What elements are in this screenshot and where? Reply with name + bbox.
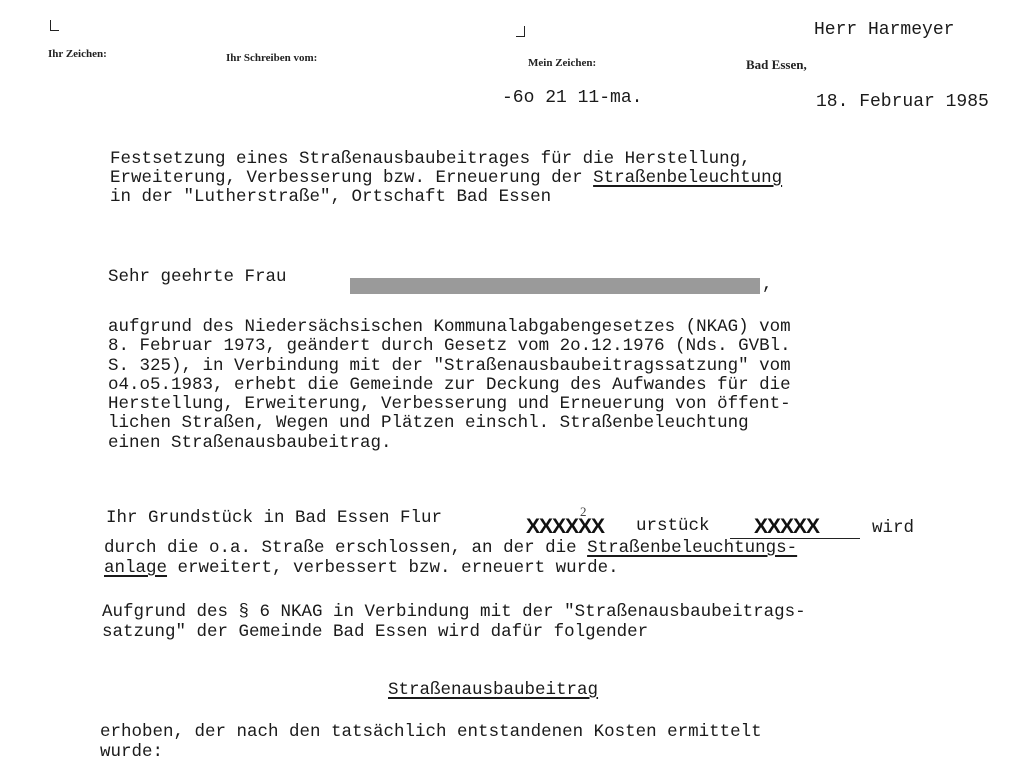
redacted-flurstueck: XXXXX bbox=[754, 515, 820, 538]
flur-handwritten-number: 2 bbox=[580, 504, 587, 519]
paragraph-levy bbox=[100, 722, 762, 762]
subject-block bbox=[110, 150, 782, 207]
subject-line-3: in der "Lutherstraße", Ortschaft Bad Essen bbox=[110, 187, 552, 207]
paragraph1-line-6: lichen Straßen, Wegen und Plätzen einschl. Straßenbeleuchtung bbox=[108, 413, 749, 434]
subject-line-1: Festsetzung eines Straßenausbaubeitrages für die Herstellung, bbox=[110, 149, 751, 169]
paragraph2-line-3 bbox=[104, 558, 797, 578]
redacted-recipient-name bbox=[350, 278, 760, 294]
paragraph4-line-2: wurde: bbox=[100, 742, 164, 762]
paragraph3-line-2: satzung" der Gemeinde Bad Essen wird dafür folgender bbox=[102, 622, 649, 642]
ihr-zeichen-label: Ihr Zeichen: bbox=[48, 48, 107, 60]
subject-line-2-text: Erweiterung, Verbesserung bzw. Erneuerung der bbox=[110, 168, 594, 188]
subject-underlined-term: Straßenbeleuchtung bbox=[593, 168, 783, 188]
contribution-heading: Straßenausbaubeitrag bbox=[388, 680, 599, 700]
salutation: Sehr geehrte Frau bbox=[108, 267, 287, 287]
paragraph2-line-3-text: erweitert, verbessert bzw. erneuert wurde. bbox=[167, 558, 619, 578]
letter-date: 18. Februar 1985 bbox=[816, 92, 989, 112]
paragraph4-line-1: erhoben, der nach den tatsächlich entstandenen Kosten ermittelt bbox=[100, 722, 762, 742]
flurstueck-label: urstück bbox=[636, 516, 710, 536]
mein-zeichen-label: Mein Zeichen: bbox=[528, 57, 597, 69]
reference-number: -6o 21 11-ma. bbox=[502, 88, 643, 108]
paragraph1-line-2: 8. Februar 1973, geändert durch Gesetz vom 2o.12.1976 (Nds. GVBl. bbox=[108, 336, 791, 357]
paragraph1-line-3: S. 325), in Verbindung mit der "Straßenausbaubeitragssatzung" vom bbox=[108, 355, 791, 376]
paragraph-section-6 bbox=[102, 602, 806, 642]
paragraph2-line-1-end: wird bbox=[872, 518, 915, 538]
subject-line-2 bbox=[110, 169, 782, 188]
address-window-corner-left bbox=[50, 20, 59, 31]
paragraph-legal-basis bbox=[108, 318, 791, 453]
paragraph2-line-2 bbox=[104, 538, 797, 558]
address-window-corner-right bbox=[516, 26, 525, 37]
paragraph3-line-1: Aufgrund des § 6 NKAG in Verbindung mit der "Straßenausbaubeitrags- bbox=[102, 602, 806, 622]
paragraph2-line-1-start: Ihr Grundstück in Bad Essen Flur bbox=[106, 508, 443, 528]
paragraph2-underlined-anlage: anlage bbox=[104, 558, 168, 578]
paragraph1-line-5: Herstellung, Erweiterung, Verbesserung und Erneuerung von öffent- bbox=[108, 394, 791, 415]
paragraph1-line-1: aufgrund des Niedersächsischen Kommunalabgabengesetzes (NKAG) vom bbox=[108, 317, 791, 337]
paragraph2-underlined-term: Straßenbeleuchtungs- bbox=[587, 538, 798, 558]
redacted-flur: XXXXXX bbox=[526, 515, 605, 538]
paragraph2-line-2-text: durch die o.a. Straße erschlossen, an der die bbox=[104, 538, 588, 558]
ihr-schreiben-label: Ihr Schreiben vom: bbox=[226, 52, 318, 64]
sender-name: Herr Harmeyer bbox=[814, 20, 955, 40]
paragraph2-continued bbox=[104, 538, 797, 578]
paragraph1-line-4: o4.o5.1983, erhebt die Gemeinde zur Deckung des Aufwandes für die bbox=[108, 374, 791, 395]
salutation-comma: , bbox=[762, 275, 773, 295]
paragraph1-line-7: einen Straßenausbaubeitrag. bbox=[108, 432, 392, 453]
place-label: Bad Essen, bbox=[746, 57, 807, 72]
